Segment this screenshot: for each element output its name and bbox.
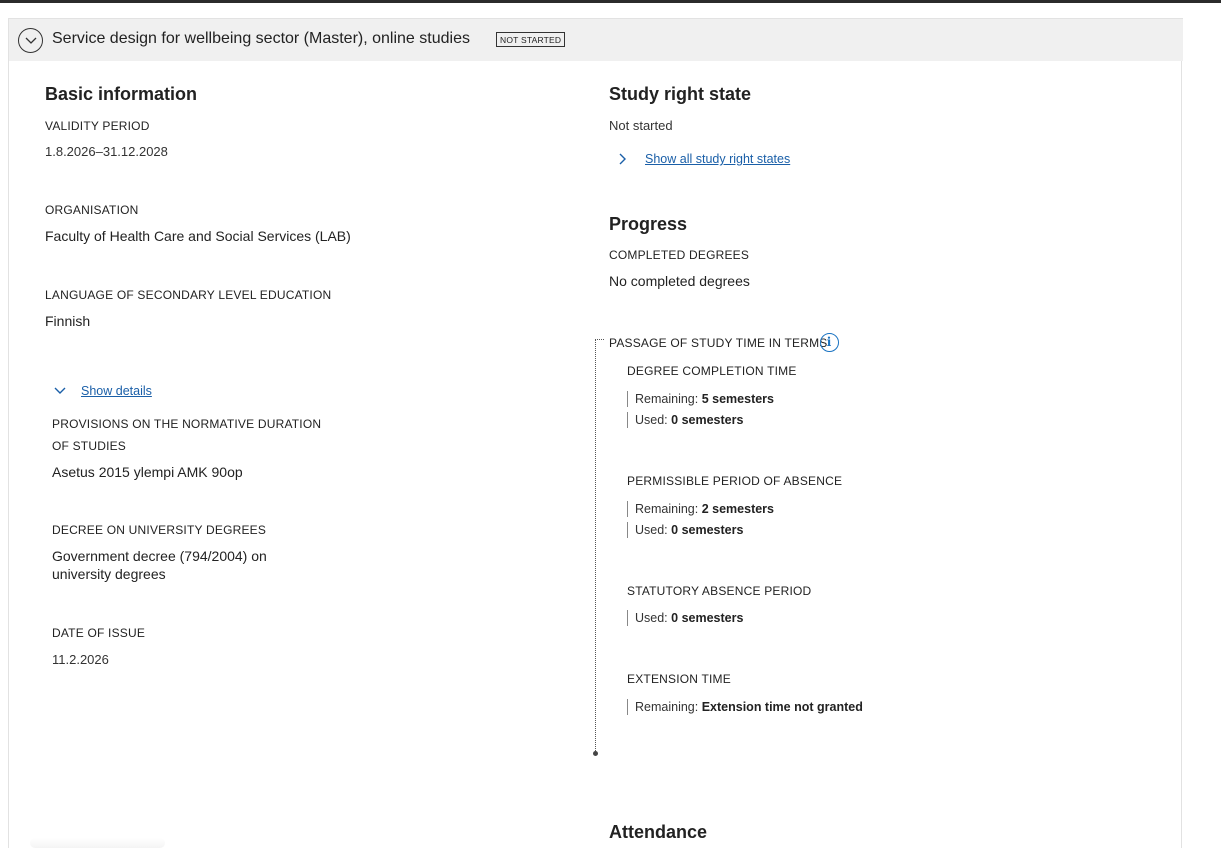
decree-value-line2: university degrees — [52, 566, 166, 582]
validity-period-value: 1.8.2026–31.12.2028 — [45, 144, 168, 159]
info-icon[interactable]: i — [820, 333, 839, 352]
bottom-fade — [30, 838, 165, 848]
statutory-absence-label: STATUTORY ABSENCE PERIOD — [627, 584, 812, 598]
attendance-heading: Attendance — [609, 822, 708, 842]
chevron-right-icon[interactable] — [619, 153, 627, 165]
top-bar — [0, 0, 1221, 3]
timeline-top — [595, 339, 604, 340]
chevron-down-icon — [25, 37, 37, 45]
absence-used-row: Used: 0 semesters — [627, 522, 743, 538]
passage-of-study-time-label: PASSAGE OF STUDY TIME IN TERMS — [609, 336, 828, 350]
provisions-label-line1: PROVISIONS ON THE NORMATIVE DURATION — [52, 417, 322, 431]
progress-heading: Progress — [609, 214, 688, 234]
organisation-label: ORGANISATION — [45, 203, 139, 217]
decree-label: DECREE ON UNIVERSITY DEGREES — [52, 523, 267, 537]
panel-title: Service design for wellbeing sector (Master), online studies — [52, 30, 470, 47]
provisions-label-line2: OF STUDIES — [52, 439, 127, 453]
statutory-used-row: Used: 0 semesters — [627, 610, 743, 626]
timeline-end-dot — [593, 751, 598, 756]
organisation-value: Faculty of Health Care and Social Services (LAB) — [45, 228, 351, 244]
chevron-down-icon[interactable] — [54, 387, 66, 395]
degree-completion-time-label: DEGREE COMPLETION TIME — [627, 364, 797, 378]
timeline-line — [595, 339, 596, 753]
basic-information-heading: Basic information — [45, 84, 198, 104]
show-details-link[interactable]: Show details — [81, 384, 152, 398]
provisions-value: Asetus 2015 ylempi AMK 90op — [52, 464, 243, 480]
date-of-issue-value: 11.2.2026 — [52, 652, 109, 667]
panel-header[interactable] — [9, 18, 1183, 61]
secondary-language-label: LANGUAGE OF SECONDARY LEVEL EDUCATION — [45, 288, 332, 302]
permissible-absence-label: PERMISSIBLE PERIOD OF ABSENCE — [627, 474, 843, 488]
degree-used-row: Used: 0 semesters — [627, 412, 743, 428]
show-all-states-link[interactable]: Show all study right states — [645, 152, 791, 166]
extension-remaining-row: Remaining: Extension time not granted — [627, 699, 863, 715]
study-right-state-value: Not started — [609, 118, 673, 133]
completed-degrees-value: No completed degrees — [609, 273, 750, 289]
degree-remaining-row: Remaining: 5 semesters — [627, 391, 774, 407]
secondary-language-value: Finnish — [45, 313, 91, 329]
decree-value-line1: Government decree (794/2004) on — [52, 548, 267, 564]
validity-period-label: VALIDITY PERIOD — [45, 119, 150, 133]
status-badge: NOT STARTED — [496, 32, 565, 47]
completed-degrees-label: COMPLETED DEGREES — [609, 248, 750, 262]
collapse-toggle-button[interactable] — [18, 28, 43, 53]
extension-time-label: EXTENSION TIME — [627, 672, 731, 686]
date-of-issue-label: DATE OF ISSUE — [52, 626, 146, 640]
study-right-state-heading: Study right state — [609, 84, 752, 104]
absence-remaining-row: Remaining: 2 semesters — [627, 501, 774, 517]
